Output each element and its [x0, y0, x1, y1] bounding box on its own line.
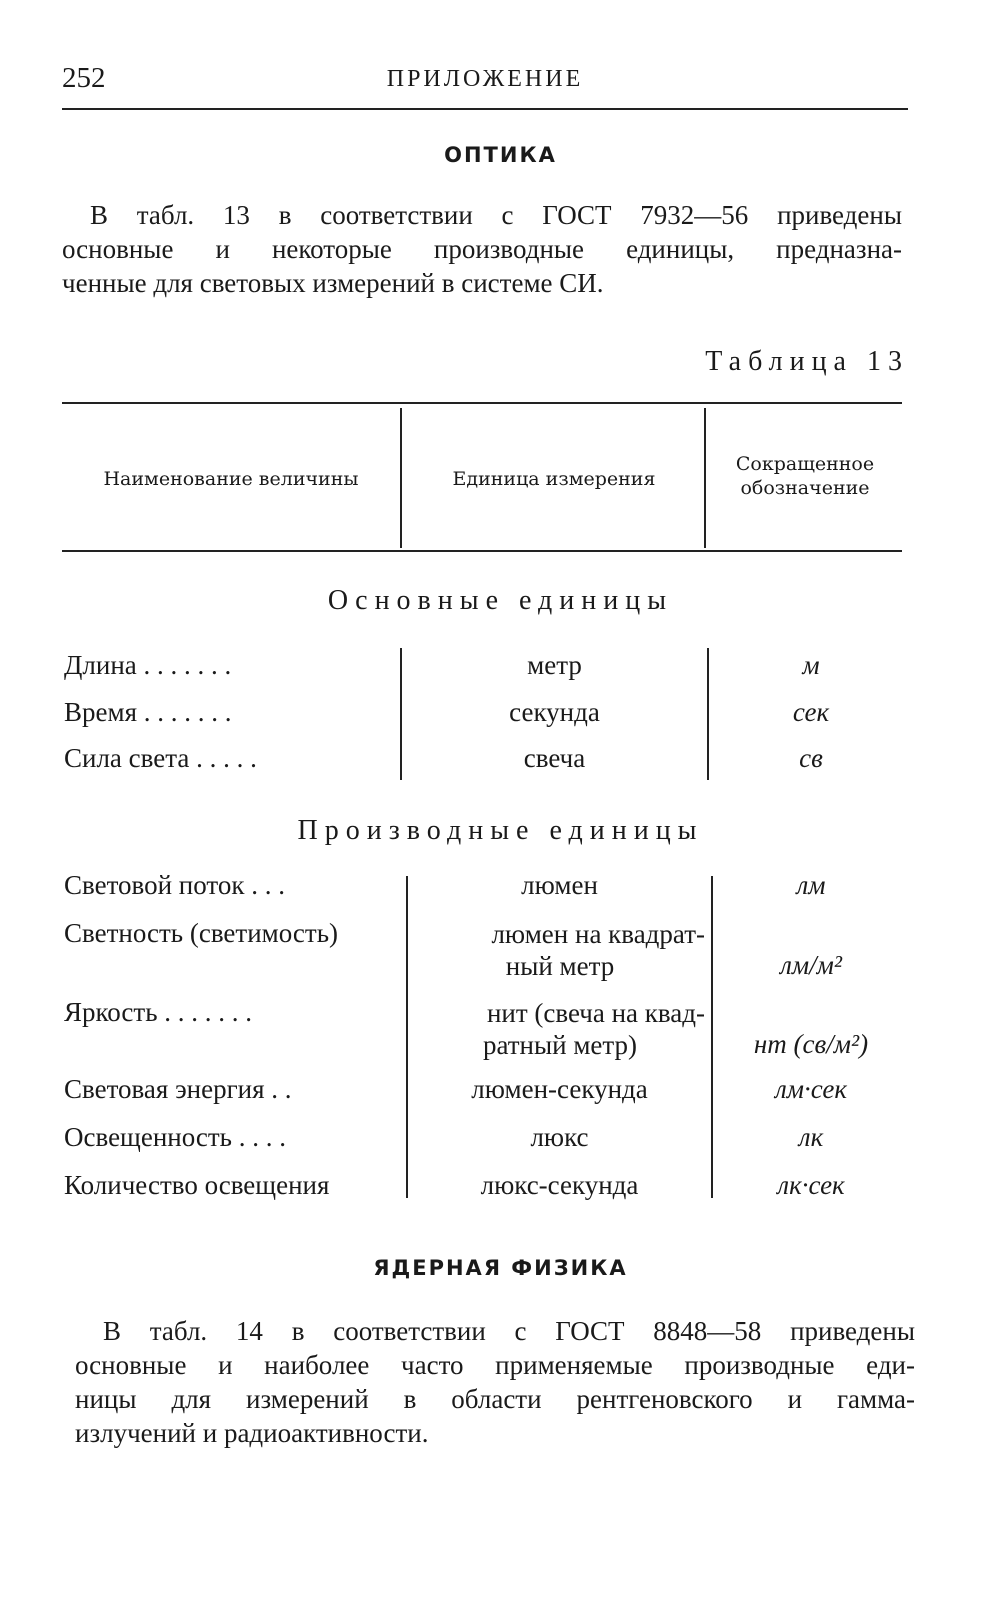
row-name: Световая энергия . . [64, 1074, 292, 1104]
nuclear-paragraph-line: В табл. 14 в соответствии с ГОСТ 8848—58 приведены [103, 1316, 915, 1346]
row-unit: свеча [523, 743, 586, 773]
optics-paragraph [62, 198, 902, 300]
row-unit-line: ратный метр) [482, 1030, 638, 1060]
header-rule [62, 108, 908, 110]
nuclear-paragraph [75, 1314, 915, 1450]
optics-paragraph-line: В табл. 13 в соответствии с ГОСТ 7932—56 приведены [90, 200, 902, 230]
row-symbol: м [802, 650, 820, 680]
group-title-basic: Основные единицы [327, 585, 674, 616]
header-bottom-rule [62, 550, 902, 552]
header-divider [704, 408, 706, 548]
row-symbol: лм [796, 870, 826, 900]
header-symbol [708, 452, 902, 500]
row-name: Яркость . . . . . . . [64, 997, 253, 1027]
row-name: Сила света . . . . . [64, 743, 257, 773]
table-row [62, 918, 908, 988]
row-symbol: св [799, 743, 823, 773]
row-unit: метр [527, 650, 582, 680]
running-title: ПРИЛОЖЕНИЕ [386, 66, 584, 92]
row-unit [415, 918, 705, 982]
nuclear-paragraph-line: основные и наиболее часто применяемые производные еди- [75, 1350, 915, 1380]
table-row [62, 1170, 908, 1216]
row-symbol: лк [798, 1122, 824, 1152]
header-name: Наименование величины [103, 468, 359, 490]
page-number: 252 [62, 62, 106, 94]
row-symbol: сек [792, 697, 830, 727]
table-row [62, 650, 908, 696]
row-unit-line: люмен на квадрат- [491, 919, 705, 949]
row-symbol: лм/м² [780, 950, 842, 980]
nuclear-paragraph-line: ницы для измерений в области рентгеновского и гамма- [75, 1384, 915, 1414]
table-row [62, 1122, 908, 1168]
table-row [62, 743, 908, 789]
section-title-nuclear: ЯДЕРНАЯ ФИЗИКА [373, 1256, 628, 1280]
table-caption: Таблица 13 [705, 346, 909, 377]
header-divider [400, 408, 402, 548]
optics-paragraph-line: основные и некоторые производные единицы, предназна- [62, 234, 902, 264]
row-unit: люмен [521, 870, 598, 900]
header-symbol-line: Сокращенное [735, 453, 875, 475]
row-symbol: лк·сек [777, 1170, 845, 1200]
nuclear-paragraph-line: излучений и радиоактивности. [75, 1418, 429, 1448]
table-row [62, 997, 908, 1067]
row-symbol: нт (св/м²) [753, 1029, 869, 1059]
row-unit: секунда [509, 697, 600, 727]
row-unit: люкс [530, 1122, 589, 1152]
row-unit: люкс-секунда [480, 1170, 639, 1200]
table-row [62, 1074, 908, 1120]
header-unit: Единица измерения [452, 468, 656, 490]
row-name: Длина . . . . . . . [64, 650, 232, 680]
group-title-derived: Производные единицы [297, 815, 704, 846]
row-name: Освещенность . . . . [64, 1122, 286, 1152]
row-name: Световой поток . . . [64, 870, 285, 900]
row-symbol: лм·сек [775, 1074, 847, 1104]
optics-paragraph-line: ченные для световых измерений в системе СИ. [62, 268, 604, 298]
row-name: Светность (светимость) [64, 918, 338, 948]
row-unit [415, 997, 705, 1061]
section-title-optics: ОПТИКА [444, 143, 557, 167]
header-symbol-line: обозначение [740, 477, 870, 499]
row-name: Количество освещения [64, 1170, 330, 1200]
running-head [62, 62, 908, 102]
table-row [62, 697, 908, 743]
row-unit-line: ный метр [505, 951, 615, 981]
row-unit-line: нит (свеча на квад- [486, 998, 705, 1028]
row-unit: люмен-секунда [471, 1074, 648, 1104]
table-top-rule [62, 402, 902, 404]
row-name: Время . . . . . . . [64, 697, 232, 727]
table-row [62, 870, 908, 916]
